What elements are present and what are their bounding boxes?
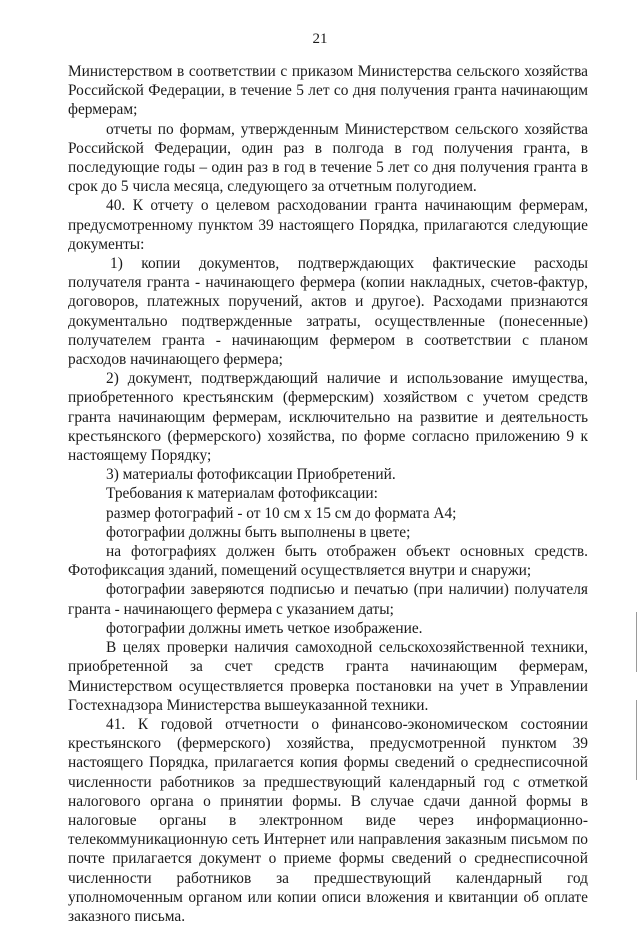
paragraph-subitem-3: 3) материалы фотофиксации Приобретений. xyxy=(106,466,396,484)
paragraph-photo-size: размер фотографий - от 10 см х 15 см до формата А4; xyxy=(106,504,457,522)
paragraph-item-40: 40. К отчету о целевом расходовании гранта начинающим фермерам, предусмотренному пунктом 39 настоящего Порядка, прилагаются следующие документы: xyxy=(68,197,588,253)
scan-edge-mark xyxy=(636,612,637,672)
paragraph-machinery-check: В целях проверки наличия самоходной сельскохозяйственной техники, приобретенной за счет средств гранта начинающим фермерам, Министерством осуществляется проверка постановки на учет в Управлении Гостехнадзора Министерства вышеуказанной техники. xyxy=(68,639,588,714)
paragraph-continuation: Министерством в соответствии с приказом Министерства сельского хозяйства Российской Федерации, в течение 5 лет со дня получения гранта начинающим фермерам; xyxy=(68,63,588,119)
paragraph-photo-signature: фотографии заверяются подписью и печатью (при наличии) получателя гранта - начинающего фермера с указанием даты; xyxy=(68,581,588,618)
paragraph-subitem-1: 1) копии документов, подтверждающих фактические расходы получателя гранта - начинающего фермера (копии накладных, счетов-фактур, договоров, платежных поручений, актов и другое). Расходами признаются документально подтвержденные затраты, осуществленные (понесенные) получателем гранта - начинающим фермером в соответствии с планом расходов начинающего фермера; xyxy=(68,255,588,369)
paragraph-photo-requirements: Требования к материалам фотофиксации: xyxy=(106,485,378,503)
paragraph-item-41: 41. К годовой отчетности о финансово-экономическом состоянии крестьянского (фермерского) хозяйства, предусмотренной пунктом 39 настоящего Порядка, прилагается копия формы сведений о среднесписочной численности работников за предшествующий календарный год с отметкой налогового органа о принятии формы. В случае сдачи данной формы в налоговые органы в электронном виде через информационно-телекоммуникационную сеть Интернет или направления заказным письмом по почте прилагается документ о приеме формы сведений о среднесписочной численности работников за предшествующий календарный год уполномоченным органом или копии описи вложения и квитанции об оплате заказного письма. xyxy=(68,715,588,925)
scan-edge-mark xyxy=(636,700,637,780)
paragraph-subitem-2: 2) документ, подтверждающий наличие и использование имущества, приобретенного крестьянским (фермерским) хозяйством с учетом средств гранта начинающим фермерам, исключительно на развитие и деятельность крестьянского (фермерского) хозяйства, по форме согласно приложению 9 к настоящему Порядку; xyxy=(68,370,588,465)
document-body xyxy=(68,62,588,926)
paragraph-reports: отчеты по формам, утвержденным Министерством сельского хозяйства Российской Федерации, один раз в полгода в год получения гранта, в последующие годы – один раз в год в течение 5 лет со дня получения гранта в срок до 5 числа месяца, следующего за отчетным полугодием. xyxy=(68,120,588,196)
paragraph-photo-clarity: фотографии должны иметь четкое изображение. xyxy=(106,619,423,637)
paragraph-photo-color: фотографии должны быть выполнены в цвете; xyxy=(106,523,411,541)
page-number: 21 xyxy=(312,31,328,47)
paragraph-photo-object: на фотографиях должен быть отображен объект основных средств. Фотофиксация зданий, помещений осуществляется внутри и снаружи; xyxy=(68,543,588,580)
